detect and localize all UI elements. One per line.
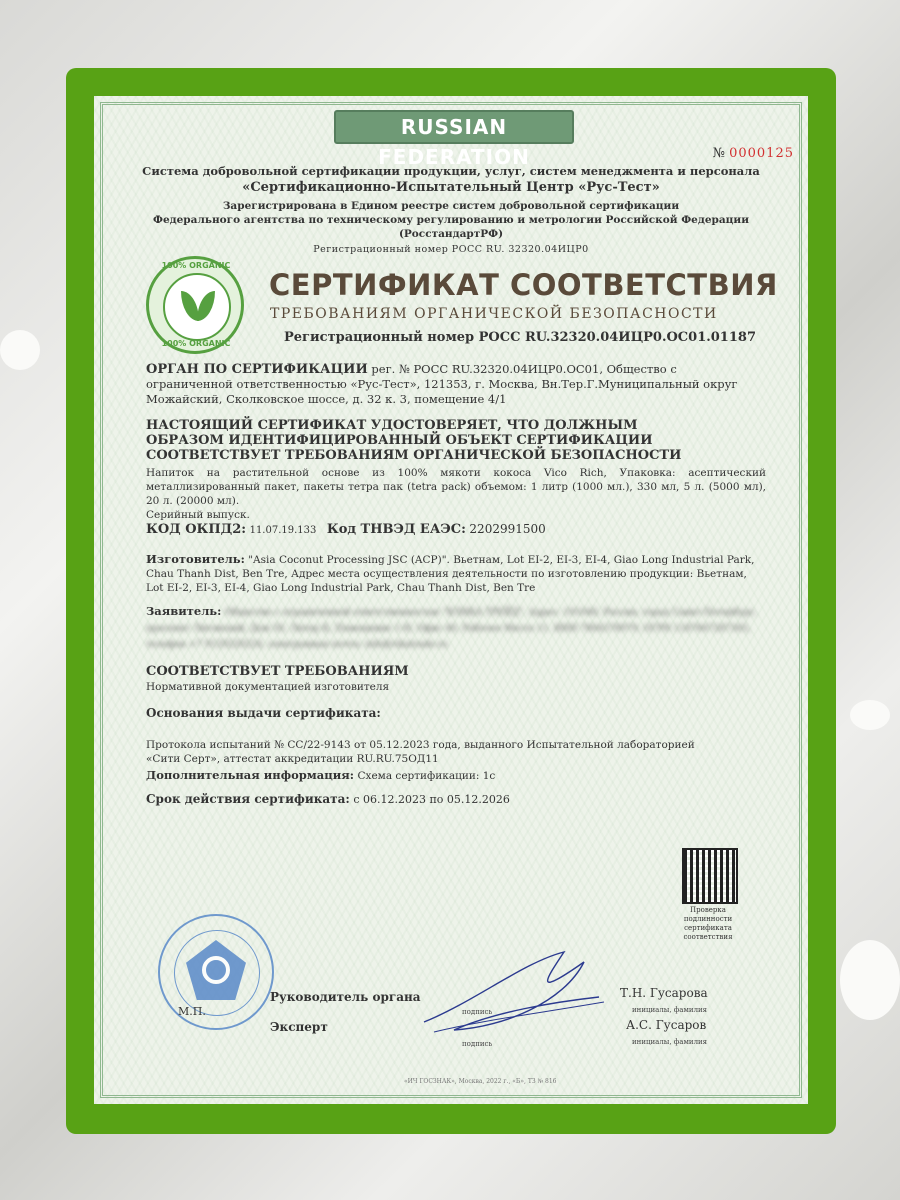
expert-name: А.С. Гусаров [626,1018,707,1032]
certificate-number [713,146,794,161]
logo-inner-circle [163,273,231,341]
extra-text: Схема сертификации: 1с [357,770,496,782]
applicant-label: Заявитель: [146,604,222,618]
certificate-paper [94,96,808,1104]
organ-text: рег. № РОСС RU.32320.04ИЦР0.ОС01, Общество с ограниченной ответственностью «Рус-Тест», 121353, г. Москва, Вн.Тер.Г.Муниципальный округ Можайский, Сколковское шоссе, д. 32 к. 3, помещение 4/1 [146,362,738,406]
milk-splash [850,700,890,730]
verification-qr-code[interactable] [682,848,738,904]
applicant-text-redacted: Общество с ограниченной ответственностью "ВЛИКА ТРЕЙД". Адрес: 191040, Россия, город Санкт-Петербург, проспект Лиговский, Дом 50, Литер К, Помещение 1-Н, Офис 40, Рабочее Место 11. ИНН 7804378979, ОГРН 1187847287365, телефон +7 9129220224, электронная почта: info@vikatrade.ru [146,608,758,650]
header-line-1: Система добровольной сертификации продукции, услуг, систем менеджмента и персонала [142,164,760,178]
header-line-6: Регистрационный номер РОСС RU. 32320.04ИЦР0 [313,244,589,255]
header-line-2: «Сертификационно-Испытательный Центр «Рус-Тест» [242,180,660,195]
certificate-subtitle: ТРЕБОВАНИЯМ ОРГАНИЧЕСКОЙ БЕЗОПАСНОСТИ [270,306,718,322]
manufacturer [146,552,766,595]
qr-caption: Проверка подлинности сертификата соответствия [683,906,733,941]
conforms-text: Нормативной документацией изготовителя [146,681,390,693]
leaf-icon [197,291,215,321]
expert-label: Эксперт [270,1020,328,1034]
printer-footer: «ИЧ ГОСЗНАК», Москва, 2022 г., «Б», ТЗ № 816 [404,1078,557,1085]
validity-label: Срок действия сертификата: [146,792,350,806]
head-label: Руководитель органа [270,990,421,1004]
serial-release: Серийный выпуск. [146,509,250,521]
extra-label: Дополнительная информация: [146,768,354,782]
stamp-mp: М.П. [178,1005,206,1018]
head-name-caption: инициалы, фамилия [632,1006,708,1014]
milk-splash [0,330,40,370]
conforms-label: СООТВЕТСТВУЕТ ТРЕБОВАНИЯМ [146,664,409,679]
tnved-value: 2202991500 [469,522,546,536]
expert-name-caption: инициалы, фамилия [632,1038,708,1046]
product-description: Напиток на растительной основе из 100% мякоти кокоса Vico Rich, Упаковка: асептический металлизированный пакет, пакеты тетра пак (tetra pack) объемом: 1 литр (1000 мл.), 330 мл, 5 л. (5000 мл), 20 л. (20000 мл). [146,467,766,507]
certificate-statement: НАСТОЯЩИЙ СЕРТИФИКАТ УДОСТОВЕРЯЕТ, ЧТО ДОЛЖНЫМ ОБРАЗОМ ИДЕНТИФИЦИРОВАННЫЙ ОБЪЕКТ СЕРТИФИКАЦИИ СООТВЕТСТВУЕТ ТРЕБОВАНИЯМ ОРГАНИЧЕСКОЙ БЕЗОПАСНОСТИ [146,418,682,463]
milk-splash [840,940,900,1020]
stamp-core [202,956,230,984]
organic-logo [146,256,244,354]
manufacturer-text: "Asia Coconut Processing JSC (ACP)". Вьетнам, Lot EI-2, EI-3, EI-4, Giao Long Industrial Park, Chau Thanh Dist, Ben Tre, Адрес места осуществления деятельности по изготовлению продукции: Вьетнам, Lot EI-2, EI-3, EI-4, Giao Long Industrial Park, Chau Thanh Dist, Ben Tre [146,554,755,594]
okpd-value: 11.07.19.133 [249,525,317,536]
additional-info [146,768,766,784]
head-name: Т.Н. Гусарова [620,986,708,1000]
applicant [146,604,766,653]
number-prefix: № [712,146,725,161]
tnved-label: Код ТНВЭД ЕАЭС: [326,522,466,537]
header-line-3: Зарегистрирована в Едином реестре систем добровольной сертификации [222,200,680,212]
basis-text: Протокола испытаний № СС/22-9143 от 05.12.2023 года, выданного Испытательной лабораторией «Сити Серт», аттестат аккредитации RU.RU.75ОД11 [146,739,695,765]
registration-number: Регистрационный номер РОСС RU.32320.04ИЦР0.ОС01.01187 [284,330,756,345]
okpd-label: КОД ОКПД2: [146,522,247,537]
certification-body [146,362,766,407]
logo-text-top: 100% ORGANIC [161,261,231,270]
country-banner: RUSSIAN FEDERATION [334,110,574,144]
signature-drawing [414,942,614,1042]
organ-label: ОРГАН ПО СЕРТИФИКАЦИИ [146,362,368,377]
logo-text-bottom: 100% ORGANIC [161,339,231,348]
certificate-frame [66,68,836,1134]
basis-label: Основания выдачи сертификата: [146,706,381,720]
certificate-title: СЕРТИФИКАТ СООТВЕТСТВИЯ [269,268,778,302]
validity [146,792,766,807]
validity-text: с 06.12.2023 по 05.12.2026 [353,793,510,806]
number-value: 0000125 [729,146,794,161]
signature-caption-1: подпись [462,1008,493,1016]
signature-caption-2: подпись [462,1040,493,1048]
header-line-4: Федерального агентства по техническому регулированию и метрологии Российской Федерации [152,214,749,226]
codes-line [146,522,766,538]
manufacturer-label: Изготовитель: [146,552,245,566]
header-line-5: (РосстандартРФ) [398,228,504,240]
